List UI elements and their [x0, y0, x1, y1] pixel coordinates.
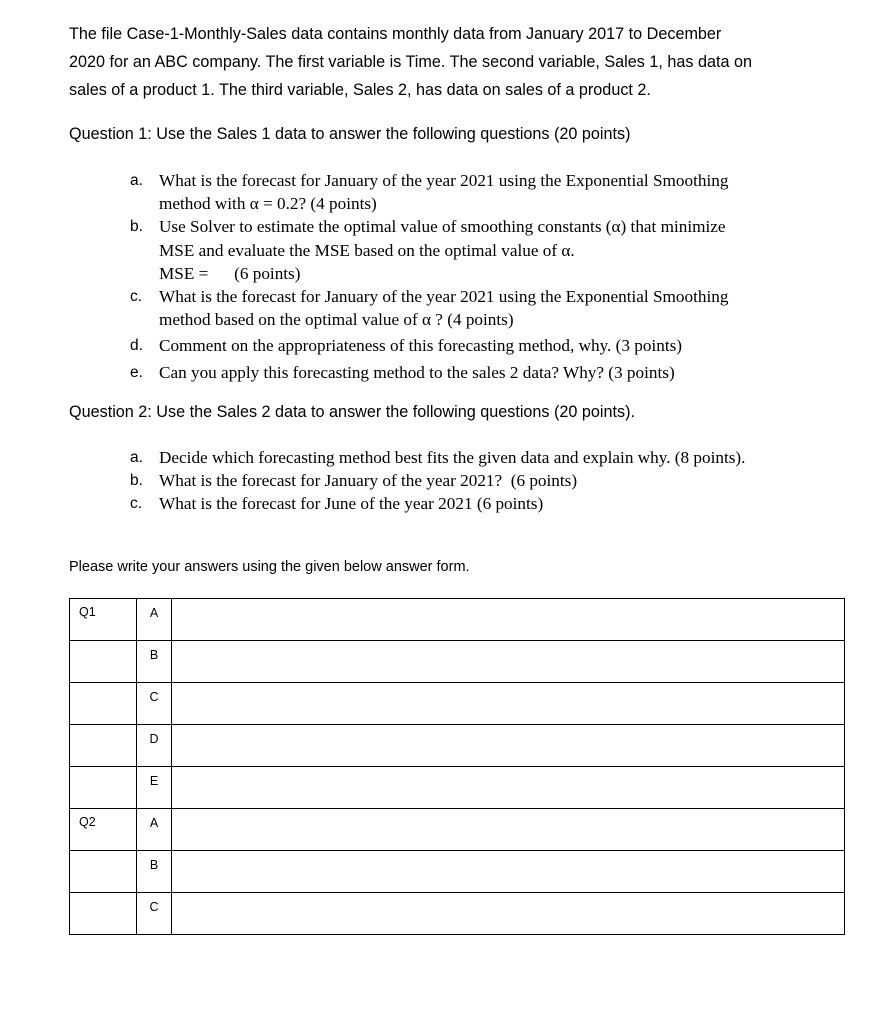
answer-cell-q1-a[interactable]: [172, 599, 845, 641]
part-label-cell: B: [137, 641, 172, 683]
table-row: [70, 893, 845, 935]
question-2-item-a: [130, 446, 850, 469]
intro-line: sales of a product 1. The third variable, Sales 2, has data on sales of a product 2.: [69, 81, 651, 99]
item-letter: a.: [130, 449, 143, 466]
table-row: [70, 725, 845, 767]
item-text: method with α = 0.2? (4 points): [159, 194, 377, 214]
question-2-item-c: [130, 492, 850, 515]
item-text: Use Solver to estimate the optimal value of smoothing constants (α) that minimize: [159, 217, 726, 237]
item-letter: d.: [130, 337, 143, 355]
question-label-cell: Q1: [70, 599, 137, 641]
answer-form-table: [69, 598, 845, 935]
part-label-cell: B: [137, 851, 172, 893]
item-letter: c.: [130, 495, 143, 513]
intro-paragraph: [69, 20, 839, 104]
part-label-cell: D: [137, 725, 172, 767]
part-label-cell: C: [137, 683, 172, 725]
answer-cell-q1-b[interactable]: [172, 641, 845, 683]
question-1-heading: Question 1: Use the Sales 1 data to answer the following questions (20 points): [69, 125, 631, 143]
part-label-cell: A: [137, 809, 172, 851]
answer-form-instruction: Please write your answers using the given below answer form.: [69, 559, 470, 575]
table-row: [70, 809, 845, 851]
item-text: method based on the optimal value of α ? (4 points): [159, 310, 514, 330]
item-letter: e.: [130, 363, 143, 381]
table-row: [70, 767, 845, 809]
item-text: What is the forecast for June of the year 2021 (6 points): [159, 494, 544, 514]
item-letter: b.: [130, 472, 143, 490]
item-text: Can you apply this forecasting method to the sales 2 data? Why? (3 points): [159, 362, 675, 382]
question-label-cell: [70, 683, 137, 725]
item-text: Comment on the appropriateness of this forecasting method, why. (3 points): [159, 336, 683, 356]
item-text: What is the forecast for January of the year 2021 using the Exponential Smoothing: [159, 287, 729, 307]
part-label-cell: C: [137, 893, 172, 935]
question-2-item-b: [130, 469, 850, 492]
table-row: [70, 599, 845, 641]
intro-line: The file Case-1-Monthly-Sales data contains monthly data from January 2017 to December: [69, 25, 722, 43]
part-label-cell: A: [137, 599, 172, 641]
answer-cell-q1-e[interactable]: [172, 767, 845, 809]
item-letter: c.: [130, 288, 143, 306]
question-label-cell: Q2: [70, 809, 137, 851]
answer-cell-q1-c[interactable]: [172, 683, 845, 725]
question-1-list: [130, 169, 850, 384]
answer-cell-q2-a[interactable]: [172, 809, 845, 851]
answer-cell-q2-c[interactable]: [172, 893, 845, 935]
question-1-item-a: [130, 169, 850, 215]
item-text: What is the forecast for January of the year 2021? (6 points): [159, 471, 578, 491]
question-label-cell: [70, 641, 137, 683]
part-label-cell: E: [137, 767, 172, 809]
question-1-item-e: [130, 361, 850, 384]
question-2-list: [130, 446, 850, 516]
item-text: MSE and evaluate the MSE based on the optimal value of α.: [159, 240, 575, 260]
answer-cell-q2-b[interactable]: [172, 851, 845, 893]
question-label-cell: [70, 893, 137, 935]
table-row: [70, 641, 845, 683]
question-2-heading: Question 2: Use the Sales 2 data to answer the following questions (20 points).: [69, 403, 635, 421]
question-1-item-c: [130, 285, 850, 331]
item-text: Decide which forecasting method best fits the given data and explain why. (8 points).: [159, 448, 746, 467]
item-letter: b.: [130, 218, 143, 236]
intro-line: 2020 for an ABC company. The first variable is Time. The second variable, Sales 1, has data on: [69, 53, 752, 71]
question-label-cell: [70, 767, 137, 809]
item-text: What is the forecast for January of the year 2021 using the Exponential Smoothing: [159, 171, 729, 190]
table-row: [70, 851, 845, 893]
question-1-item-d: [130, 334, 850, 357]
question-label-cell: [70, 851, 137, 893]
answer-cell-q1-d[interactable]: [172, 725, 845, 767]
item-text: MSE = (6 points): [159, 263, 301, 283]
table-row: [70, 683, 845, 725]
item-letter: a.: [130, 172, 143, 189]
question-label-cell: [70, 725, 137, 767]
question-1-item-b: [130, 215, 850, 285]
